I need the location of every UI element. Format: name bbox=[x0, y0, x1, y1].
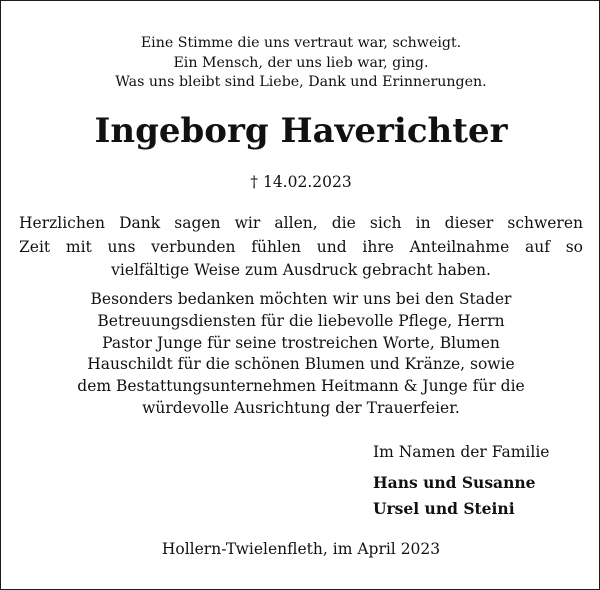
thanks-paragraph bbox=[19, 212, 583, 283]
death-date: † 14.02.2023 bbox=[250, 173, 352, 191]
signature-names bbox=[373, 470, 536, 521]
opening-verse bbox=[1, 34, 600, 93]
verse-line: Ein Mensch, der uns lieb war, ging. bbox=[173, 54, 429, 71]
special-thanks-line: würdevolle Ausrichtung der Trauerfeier. bbox=[142, 398, 460, 417]
thanks-line: Herzlichen Dank sagen wir allen, die sich in dieser schweren bbox=[19, 214, 583, 232]
place-and-date: Hollern-Twielenfleth, im April 2023 bbox=[161, 540, 441, 558]
special-thanks-line: Hauschildt für die schönen Blumen und Kränze, sowie bbox=[87, 355, 515, 374]
signature-intro: Im Namen der Familie bbox=[373, 443, 550, 461]
special-thanks-paragraph bbox=[1, 289, 600, 420]
verse-line: Was uns bleibt sind Liebe, Dank und Erinnerungen. bbox=[115, 74, 487, 90]
special-thanks-line: dem Bestattungsunternehmen Heitmann & Junge für die bbox=[77, 377, 525, 396]
special-thanks-line: Pastor Junge für seine trostreichen Worte, Blumen bbox=[102, 333, 500, 352]
signature-name: Ursel und Steini bbox=[373, 498, 515, 518]
deceased-name: Ingeborg Haverichter bbox=[94, 111, 508, 151]
verse-line: Eine Stimme die uns vertraut war, schweigt. bbox=[140, 35, 462, 51]
signature-name: Hans und Susanne bbox=[373, 473, 536, 492]
thanks-line: Zeit mit uns verbunden fühlen und ihre Anteilnahme auf so bbox=[19, 237, 583, 256]
thanks-line: vielfältige Weise zum Ausdruck gebracht haben. bbox=[111, 261, 491, 279]
special-thanks-line: Besonders bedanken möchten wir uns bei den Stader bbox=[90, 290, 512, 308]
special-thanks-line: Betreuungsdiensten für die liebevolle Pflege, Herrn bbox=[97, 311, 505, 330]
